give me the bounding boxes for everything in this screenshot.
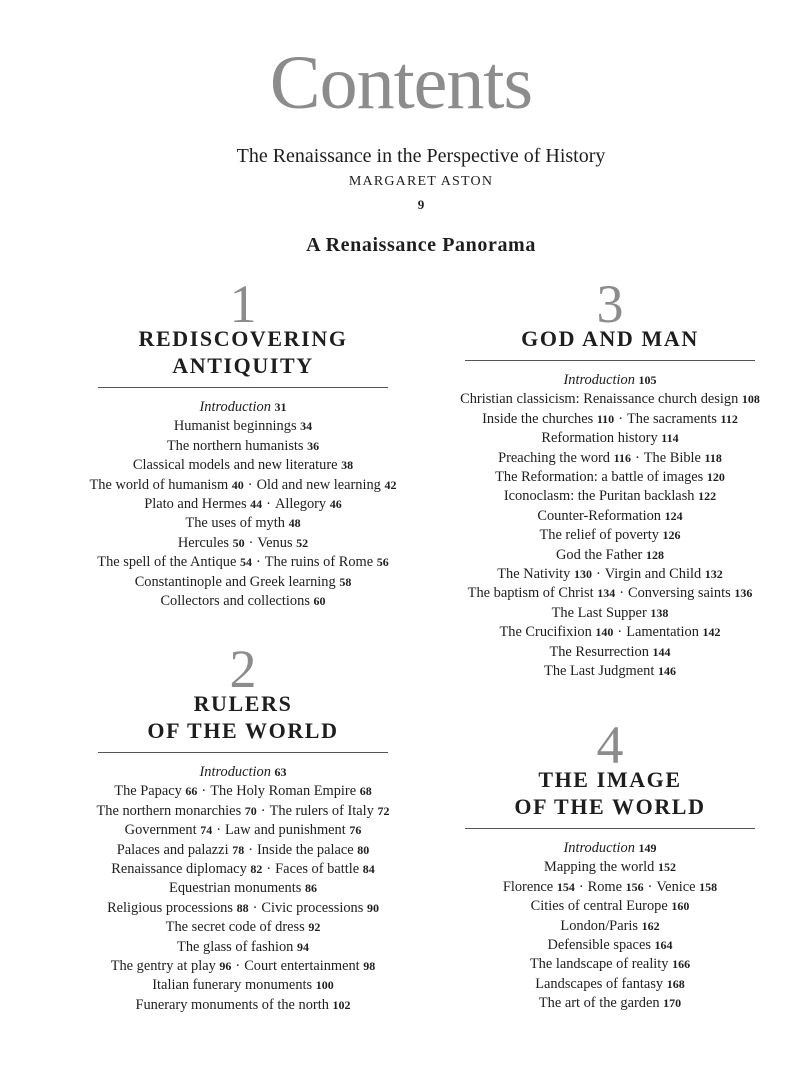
page-number: 84 xyxy=(362,862,375,877)
entry-title: Italian funerary monuments xyxy=(152,977,313,994)
toc-entry xyxy=(75,417,411,436)
separator-dot: · xyxy=(595,566,601,583)
entry-title: Counter-Reformation xyxy=(537,507,661,524)
entry-title: Court entertainment xyxy=(244,958,360,975)
entry-title: Cities of central Europe xyxy=(530,898,668,915)
entry-title: Venus xyxy=(257,534,293,551)
toc-entry xyxy=(75,514,411,533)
page-number: 134 xyxy=(597,586,616,601)
page-number: 124 xyxy=(664,508,683,523)
page-number: 74 xyxy=(200,823,213,838)
toc-entry xyxy=(440,565,780,584)
entry-title: Inside the churches xyxy=(482,410,594,427)
separator-dot: · xyxy=(618,410,623,427)
page-number: 42 xyxy=(384,477,397,492)
entry-title: Palaces and palazzi xyxy=(116,841,229,858)
entry-title: Allegory xyxy=(274,496,327,513)
introduction-entry xyxy=(440,839,780,858)
entry-title: Hercules xyxy=(177,534,229,551)
page-number: 122 xyxy=(698,489,717,504)
page-number: 90 xyxy=(366,900,379,915)
toc-entry xyxy=(440,643,780,662)
entry-title: The secret code of dress xyxy=(165,919,305,936)
entry-title: The Resurrection xyxy=(549,643,649,660)
toc-entry xyxy=(440,897,780,916)
page-number: 138 xyxy=(650,605,669,620)
toc-entry xyxy=(75,996,411,1015)
section-2 xyxy=(75,639,411,1015)
entry-title: The Bible xyxy=(643,449,701,466)
entry-list xyxy=(75,763,411,1015)
section-4 xyxy=(440,715,780,1014)
page-number: 144 xyxy=(652,644,671,659)
page-number: 114 xyxy=(661,431,679,446)
entry-title: Constantinople and Greek learning xyxy=(134,573,336,590)
entry-title: The rulers of Italy xyxy=(269,802,374,819)
page-number: 70 xyxy=(244,803,257,818)
entry-title: The northern humanists xyxy=(166,437,304,454)
entry-title: Collectors and collections xyxy=(160,593,310,610)
entry-title: Rome xyxy=(587,878,622,895)
page-number: 158 xyxy=(699,879,718,894)
essay-author: MARGARET ASTON xyxy=(348,174,494,189)
entry-title: Inside the palace xyxy=(256,841,354,858)
toc-entry xyxy=(440,975,780,994)
toc-entry xyxy=(75,592,411,611)
page-number: 86 xyxy=(304,881,317,896)
separator-dot: · xyxy=(255,554,261,571)
essay-page-number: 9 xyxy=(417,197,425,212)
page-number: 116 xyxy=(613,450,631,465)
introduction-label: Introduction xyxy=(563,372,635,388)
section-3 xyxy=(440,274,780,682)
toc-entry xyxy=(75,938,411,957)
page-number: 102 xyxy=(332,997,351,1012)
entry-title: London/Paris xyxy=(560,917,638,934)
page-number: 58 xyxy=(339,574,352,589)
toc-entry xyxy=(440,662,780,681)
entry-title: The Last Supper xyxy=(551,604,647,621)
section-title-line: GOD AND MAN xyxy=(521,326,699,351)
toc-entry xyxy=(440,858,780,877)
page-number: 54 xyxy=(239,555,252,570)
page-number: 66 xyxy=(185,784,198,799)
page-number: 146 xyxy=(657,664,676,679)
toc-entry xyxy=(440,623,780,642)
entry-title: The landscape of reality xyxy=(529,956,669,973)
entry-title: Humanist beginnings xyxy=(173,418,297,435)
page-number: 82 xyxy=(250,862,263,877)
entry-title: The Crucifixion xyxy=(499,624,592,641)
separator-dot: · xyxy=(201,783,207,800)
section-title xyxy=(440,325,780,352)
page-number: 88 xyxy=(236,900,249,915)
entry-title: Landscapes of fantasy xyxy=(535,975,664,992)
page-number: 128 xyxy=(645,547,664,562)
entry-title: The Holy Roman Empire xyxy=(210,783,357,800)
section-rule xyxy=(465,360,755,361)
page-number: 92 xyxy=(308,920,321,935)
toc-entry xyxy=(75,553,411,572)
entry-title: Mapping the world xyxy=(544,859,655,876)
page-number: 68 xyxy=(359,784,372,799)
entry-title: Equestrian monuments xyxy=(169,880,302,897)
page-number: 100 xyxy=(315,978,334,993)
entry-title: The Papacy xyxy=(114,783,182,800)
toc-entry xyxy=(440,936,780,955)
toc-entry xyxy=(440,546,780,565)
page-number: 52 xyxy=(296,535,309,550)
page-number: 96 xyxy=(219,959,232,974)
page-number: 152 xyxy=(657,860,676,875)
separator-dot: · xyxy=(247,476,253,493)
separator-dot: · xyxy=(248,841,253,858)
separator-dot: · xyxy=(266,861,272,878)
separator-dot: · xyxy=(252,899,258,916)
toc-entry xyxy=(440,604,780,623)
separator-dot: · xyxy=(619,585,624,602)
page-number: 164 xyxy=(654,938,673,953)
entry-title: Renaissance diplomacy xyxy=(111,861,247,878)
page-number: 34 xyxy=(300,419,313,434)
page-number: 44 xyxy=(250,497,263,512)
page-number: 136 xyxy=(734,586,753,601)
page-number: 108 xyxy=(741,392,760,407)
toc-entry xyxy=(75,841,411,860)
section-title xyxy=(75,690,411,744)
page-number: 162 xyxy=(641,918,660,933)
entry-title: The world of humanism xyxy=(89,476,229,493)
page-number: 110 xyxy=(596,411,615,426)
toc-entry xyxy=(75,821,411,840)
page-number: 94 xyxy=(296,939,309,954)
toc-entry xyxy=(440,449,780,468)
page-number: 112 xyxy=(720,411,738,426)
toc-entry xyxy=(75,879,411,898)
entry-title: The glass of fashion xyxy=(177,938,294,955)
section-title-line: ANTIQUITY xyxy=(172,353,314,378)
section-title-line: OF THE WORLD xyxy=(147,718,339,743)
page-number: 38 xyxy=(341,458,354,473)
toc-entry xyxy=(75,495,411,514)
toc-entry xyxy=(440,955,780,974)
entry-title: The gentry at play xyxy=(110,958,216,975)
toc-entry xyxy=(75,534,411,553)
page-number: 149 xyxy=(638,841,657,855)
separator-dot: · xyxy=(235,958,241,975)
toc-entry xyxy=(440,917,780,936)
toc-entry xyxy=(440,584,780,603)
separator-dot: · xyxy=(216,822,222,839)
entry-title: The ruins of Rome xyxy=(264,554,374,571)
page-number: 140 xyxy=(595,625,614,640)
entry-title: God the Father xyxy=(556,546,643,563)
entry-list xyxy=(75,398,411,611)
introduction-label: Introduction xyxy=(199,764,271,780)
section-title-line: OF THE WORLD xyxy=(514,794,706,819)
page-number: 36 xyxy=(307,438,320,453)
page-number: 31 xyxy=(274,400,287,414)
entry-title: The Nativity xyxy=(497,566,571,583)
entry-title: Venice xyxy=(656,878,696,895)
entry-title: Defensible spaces xyxy=(547,937,651,954)
page-number: 154 xyxy=(556,879,575,894)
toc-entry xyxy=(75,976,411,995)
toc-entry xyxy=(75,957,411,976)
toc-entry xyxy=(440,526,780,545)
page-number: 46 xyxy=(329,497,342,512)
toc-entry xyxy=(75,860,411,879)
section-title-line: THE IMAGE xyxy=(538,767,682,792)
introduction-entry xyxy=(75,398,411,417)
introduction-entry xyxy=(75,763,411,782)
entry-title: Civic processions xyxy=(261,899,364,916)
separator-dot: · xyxy=(578,878,584,895)
toc-entry xyxy=(440,507,780,526)
entry-list xyxy=(440,371,780,682)
essay-title: The Renaissance in the Perspective of History xyxy=(236,145,606,167)
entry-title: Old and new learning xyxy=(256,476,381,493)
entry-title: Reformation history xyxy=(541,430,658,447)
page-number: 48 xyxy=(288,516,301,531)
entry-title: Florence xyxy=(502,878,554,895)
page-number: 130 xyxy=(573,567,592,582)
entry-title: Government xyxy=(124,822,197,839)
entry-title: Faces of battle xyxy=(275,861,360,878)
toc-entry xyxy=(75,782,411,801)
section-rule xyxy=(98,752,388,753)
toc-entry xyxy=(75,456,411,475)
page-number: 126 xyxy=(662,528,681,543)
page-number: 105 xyxy=(638,373,657,387)
section-number: 2 xyxy=(229,639,257,699)
page-number: 72 xyxy=(377,803,390,818)
entry-title: The relief of poverty xyxy=(539,527,659,544)
page-number: 76 xyxy=(349,823,362,838)
page-number: 120 xyxy=(706,470,725,485)
page-number: 50 xyxy=(232,535,245,550)
entry-title: The baptism of Christ xyxy=(467,585,594,602)
page-number: 80 xyxy=(357,842,370,857)
page-number: 142 xyxy=(702,625,721,640)
toc-entry xyxy=(440,994,780,1013)
toc-entry xyxy=(75,573,411,592)
toc-entry xyxy=(440,429,780,448)
entry-title: The art of the garden xyxy=(538,995,660,1012)
separator-dot: · xyxy=(634,449,640,466)
page-number: 60 xyxy=(313,594,326,609)
section-title-line: RULERS xyxy=(193,691,293,716)
separator-dot: · xyxy=(617,624,623,641)
entry-title: The sacraments xyxy=(626,410,717,427)
entry-title: Classical models and new literature xyxy=(132,457,338,474)
entry-title: Lamentation xyxy=(626,624,699,641)
section-number: 3 xyxy=(596,274,624,334)
entry-title: Preaching the word xyxy=(498,449,611,466)
introduction-entry xyxy=(440,371,780,390)
page-number: 170 xyxy=(663,996,682,1011)
entry-title: Iconoclasm: the Puritan backlash xyxy=(503,488,695,505)
page-number: 156 xyxy=(625,879,644,894)
page-number: 78 xyxy=(232,842,245,857)
toc-entry xyxy=(440,878,780,897)
page-number: 160 xyxy=(671,899,690,914)
page-number: 56 xyxy=(376,555,389,570)
toc-entry xyxy=(75,802,411,821)
entry-title: The Last Judgment xyxy=(544,663,655,680)
entry-title: Plato and Hermes xyxy=(144,496,247,513)
entry-title: The northern monarchies xyxy=(96,802,242,819)
page-number: 168 xyxy=(666,976,685,991)
toc-entry xyxy=(440,390,780,409)
introduction-label: Introduction xyxy=(199,399,271,415)
page-title: Contents xyxy=(269,41,533,125)
entry-title: Christian classicism: Renaissance church design xyxy=(460,391,739,408)
entry-title: Law and punishment xyxy=(225,822,346,839)
section-1 xyxy=(75,274,411,611)
entry-title: The uses of myth xyxy=(185,515,285,532)
section-rule xyxy=(465,828,755,829)
separator-dot: · xyxy=(647,878,653,895)
toc-entry xyxy=(440,410,780,429)
page-number: 118 xyxy=(704,450,722,465)
entry-title: Virgin and Child xyxy=(604,566,702,583)
section-number: 4 xyxy=(596,715,624,775)
page-number: 63 xyxy=(274,765,287,779)
entry-title: The Reformation: a battle of images xyxy=(495,469,704,486)
entry-title: Religious processions xyxy=(107,899,233,916)
separator-dot: · xyxy=(248,534,254,551)
separator-dot: · xyxy=(266,496,271,513)
section-number: 1 xyxy=(229,274,257,334)
section-rule xyxy=(98,387,388,388)
part-title: A Renaissance Panorama xyxy=(306,234,536,256)
toc-entry xyxy=(440,468,780,487)
toc-entry xyxy=(75,437,411,456)
page-number: 132 xyxy=(704,567,723,582)
section-title-line: REDISCOVERING xyxy=(138,326,348,351)
page-number: 166 xyxy=(672,957,691,972)
section-title xyxy=(75,325,411,379)
entry-list xyxy=(440,839,780,1014)
section-title xyxy=(440,766,780,820)
separator-dot: · xyxy=(260,802,266,819)
entry-title: The spell of the Antique xyxy=(97,554,237,571)
page-number: 98 xyxy=(363,959,376,974)
toc-entry xyxy=(75,918,411,937)
toc-entry xyxy=(75,899,411,918)
toc-entry xyxy=(75,476,411,495)
entry-title: Conversing saints xyxy=(627,585,731,602)
page-number: 40 xyxy=(231,477,244,492)
toc-entry xyxy=(440,487,780,506)
entry-title: Funerary monuments of the north xyxy=(135,996,329,1013)
introduction-label: Introduction xyxy=(563,840,635,856)
